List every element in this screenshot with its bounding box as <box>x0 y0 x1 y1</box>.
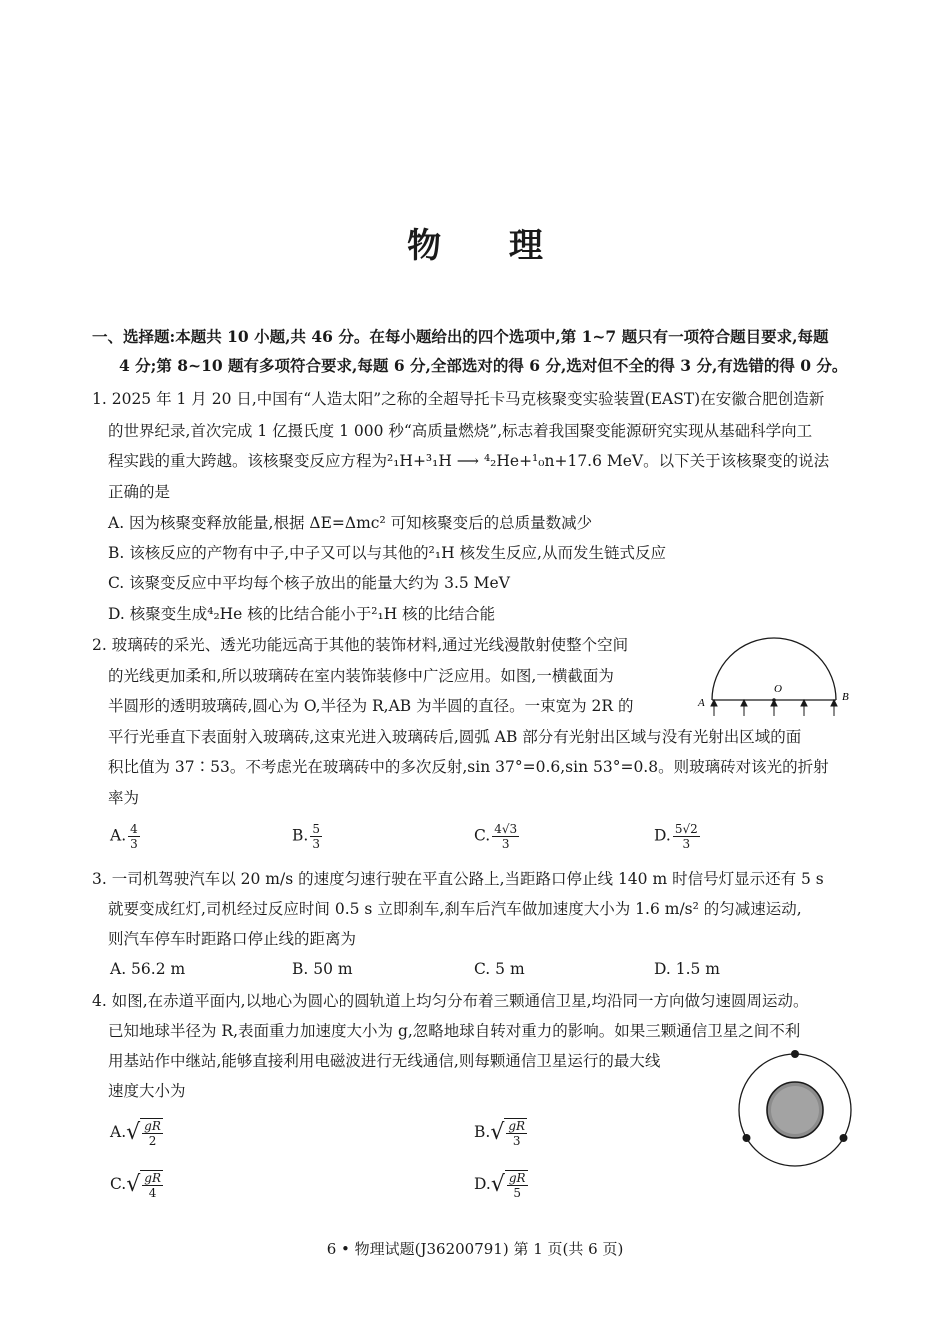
q3-option-d: D. 1.5 m <box>654 960 721 978</box>
page-title: 物 理 <box>407 226 571 266</box>
q1-option-a: A. 因为核聚变释放能量,根据 ΔE=Δmc² 可知核聚变后的总质量数减少 <box>108 514 593 532</box>
q2-line-6: 率为 <box>108 789 140 807</box>
q1-option-d: D. 核聚变生成⁴₂He 核的比结合能小于²₁H 核的比结合能 <box>108 605 496 623</box>
label-o: O <box>774 683 782 695</box>
q3-option-c: C. 5 m <box>474 960 525 978</box>
q2-line-2: 的光线更加柔和,所以玻璃砖在室内装饰装修中广泛应用。如图,一横截面为 <box>108 667 614 685</box>
q4-option-a: A.√ $\frac{gR}{2}$ <box>110 1119 161 1148</box>
q1-option-b: B. 该核反应的产物有中子,中子又可以与其他的²₁H 核发生反应,从而发生链式反应 <box>108 544 666 562</box>
q4-line-4: 速度大小为 <box>108 1082 186 1100</box>
q2-line-4: 平行光垂直下表面射入玻璃砖,这束光进入玻璃砖后,圆弧 AB 部分有光射出区域与没有光射出区域的面 <box>108 728 802 746</box>
q4-option-b: B.√ $\frac{gR}{3}$ <box>474 1119 526 1148</box>
section-header-line-1: 一、选择题:本题共 10 小题,共 46 分。在每小题给出的四个选项中,第 1~7 题只有一项符合题目要求,每题 <box>92 327 829 346</box>
q2-semicircle-figure <box>696 630 856 720</box>
q2-option-d: D. $\frac{5√2}{3}$ <box>654 822 698 851</box>
q1-line-1: 1. 2025 年 1 月 20 日,中国有“人造太阳”之称的全超导托卡马克核聚变实验装置(EAST)在安徽合肥创造新 <box>92 390 825 408</box>
q1-line-4: 正确的是 <box>108 483 171 501</box>
q3-line-3: 则汽车停车时距路口停止线的距离为 <box>108 930 357 948</box>
q2-option-a: A. $\frac{4}{3}$ <box>110 822 138 851</box>
q4-line-1: 4. 如图,在赤道平面内,以地心为圆心的圆轨道上均匀分布着三颗通信卫星,均沿同一方向做匀速圆周运动。 <box>92 992 809 1010</box>
q4-line-3: 用基站作中继站,能够直接利用电磁波进行无线通信,则每颗通信卫星运行的最大线 <box>108 1052 661 1070</box>
satellite-right <box>840 1134 848 1142</box>
page-footer: 6 • 物理试题(J36200791) 第 1 页(共 6 页) <box>326 1240 624 1258</box>
q2-line-5: 积比值为 37∶53。不考虑光在玻璃砖中的多次反射,sin 37°=0.6,sin 53°=0.8。则玻璃砖对该光的折射 <box>108 758 829 776</box>
q1-line-2: 的世界纪录,首次完成 1 亿摄氏度 1 000 秒“高质量燃烧”,标志着我国聚变能源研究实现从基础科学向工 <box>108 422 813 440</box>
q4-line-2: 已知地球半径为 R,表面重力加速度大小为 g,忽略地球自转对重力的影响。如果三颗通信卫星之间不利 <box>108 1022 801 1040</box>
q1-option-c: C. 该聚变反应中平均每个核子放出的能量大约为 3.5 MeV <box>108 574 510 592</box>
q4-option-c: C.√ $\frac{gR}{4}$ <box>110 1171 161 1200</box>
section-header-line-2: 4 分;第 8~10 题有多项符合要求,每题 6 分,全部选对的得 6 分,选对但不全的得 3 分,有选错的得 0 分。 <box>119 356 848 375</box>
label-b: B <box>842 691 849 703</box>
q4-option-d: D.√ $\frac{gR}{5}$ <box>474 1171 526 1200</box>
q3-option-a: A. 56.2 m <box>110 960 186 978</box>
center-point <box>772 698 776 702</box>
satellite-top <box>791 1050 799 1058</box>
q2-option-b: B. $\frac{5}{3}$ <box>292 822 320 851</box>
q2-line-1: 2. 玻璃砖的采光、透光功能远高于其他的装饰材料,通过光线漫散射使整个空间 <box>92 636 629 654</box>
q1-line-3: 程实践的重大跨越。该核聚变反应方程为²₁H+³₁H ⟶ ⁴₂He+¹₀n+17.6 MeV。以下关于该核聚变的说法 <box>108 452 830 470</box>
satellite-left <box>743 1134 751 1142</box>
q3-line-1: 3. 一司机驾驶汽车以 20 m/s 的速度匀速行驶在平直公路上,当距路口停止线 140 m 时信号灯显示还有 5 s <box>92 870 824 888</box>
label-a: A <box>698 697 705 709</box>
q3-line-2: 就要变成红灯,司机经过反应时间 0.5 s 立即刹车,刹车后汽车做加速度大小为 1.6 m/s² 的匀减速运动, <box>108 900 802 918</box>
q2-line-3: 半圆形的透明玻璃砖,圆心为 O,半径为 R,AB 为半圆的直径。一束宽为 2R 的 <box>108 697 634 715</box>
q2-option-c: C. $\frac{4√3}{3}$ <box>474 822 518 851</box>
earth-surface <box>771 1086 819 1134</box>
q4-orbit-figure <box>734 1048 858 1172</box>
q3-option-b: B. 50 m <box>292 960 353 978</box>
parallel-light-arrows <box>711 700 837 716</box>
